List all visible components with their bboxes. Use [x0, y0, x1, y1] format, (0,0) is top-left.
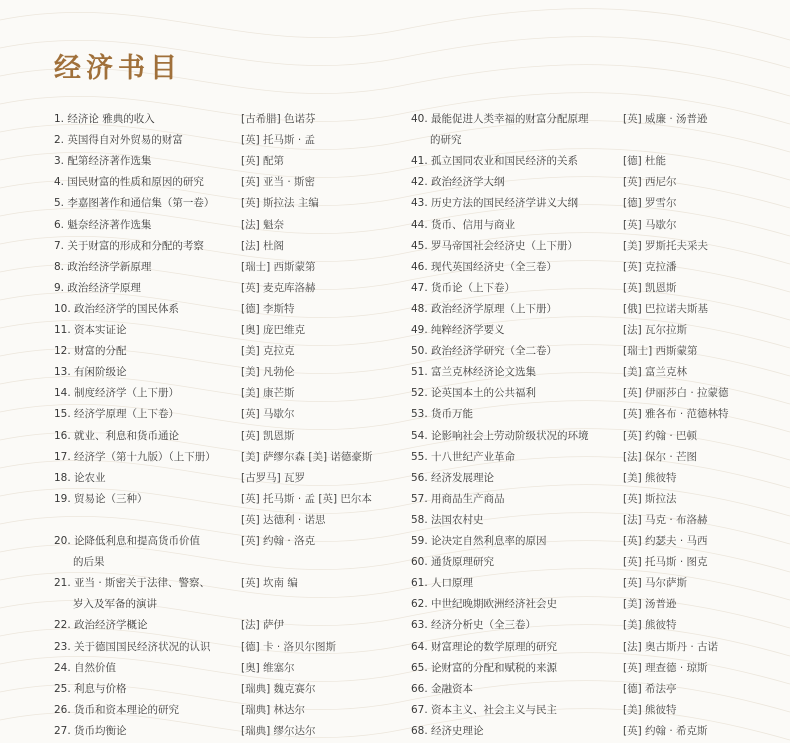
book-title: 2. 英国得自对外贸易的财富 — [54, 134, 183, 146]
book-title: 5. 李嘉图著作和通信集（第一卷） — [54, 197, 215, 209]
book-title: 4. 国民财富的性质和原因的研究 — [54, 176, 204, 188]
book-author: [美] 罗斯托夫采夫 — [623, 240, 709, 252]
book-author: [德] 卡 · 洛贝尔图斯 — [241, 641, 337, 653]
book-author: [英] 坎南 编 — [241, 577, 298, 589]
book-title: 50. 政治经济学研究（全二卷） — [411, 345, 558, 357]
book-author: [瑞典] 缪尔达尔 — [241, 725, 316, 737]
book-title: 26. 货币和资本理论的研究 — [54, 704, 180, 716]
book-title: 48. 政治经济学原理（上下册） — [411, 303, 558, 315]
book-title: 60. 通货原理研究 — [411, 556, 495, 568]
book-author: [英] 麦克库洛赫 — [241, 282, 316, 294]
book-title: 18. 论农业 — [54, 472, 106, 484]
book-author: [奥] 庞巴维克 — [241, 324, 306, 336]
book-title: 54. 论影响社会上劳动阶级状况的环境 — [411, 430, 589, 442]
book-title: 65. 论财富的分配和赋税的来源 — [411, 662, 558, 674]
book-title: 25. 利息与价格 — [54, 683, 127, 695]
book-title: 45. 罗马帝国社会经济史（上下册） — [411, 240, 579, 252]
book-title-continuation: 岁入及军备的演讲 — [73, 598, 157, 610]
book-author: [法] 萨伊 — [241, 619, 285, 631]
book-author: [美] 康芒斯 — [241, 387, 295, 399]
book-author: [英] 凯恩斯 — [241, 430, 295, 442]
book-title: 66. 金融资本 — [411, 683, 474, 695]
book-title: 12. 财富的分配 — [54, 345, 127, 357]
book-title: 67. 资本主义、社会主义与民主 — [411, 704, 558, 716]
book-author: [德] 罗雪尔 — [623, 197, 677, 209]
book-author: [古希腊] 色诺芬 — [241, 113, 316, 125]
book-author: [英] 亚当 · 斯密 — [241, 176, 316, 188]
book-title: 10. 政治经济学的国民体系 — [54, 303, 180, 315]
book-title: 21. 亚当 · 斯密关于法律、警察、 — [54, 577, 211, 589]
book-author: [英] 马尔萨斯 — [623, 577, 688, 589]
book-author: [英] 马歇尔 — [241, 408, 295, 420]
book-title: 17. 经济学（第十九版）（上下册） — [54, 451, 216, 463]
book-title: 46. 现代英国经济史（全三卷） — [411, 261, 558, 273]
book-author: [美] 富兰克林 — [623, 366, 688, 378]
book-title: 14. 制度经济学（上下册） — [54, 387, 180, 399]
book-title: 20. 论降低利息和提高货币价值 — [54, 535, 201, 547]
book-author: [英] 达德利 · 诺思 — [241, 514, 326, 526]
book-title: 62. 中世纪晚期欧洲经济社会史 — [411, 598, 558, 610]
book-title: 59. 论决定自然利息率的原因 — [411, 535, 547, 547]
book-title: 56. 经济发展理论 — [411, 472, 495, 484]
book-author: [瑞典] 林达尔 — [241, 704, 306, 716]
book-author: [英] 托马斯 · 孟 [英] 巴尔本 — [241, 493, 372, 505]
book-author: [法] 保尔 · 芒图 — [623, 451, 698, 463]
book-author: [英] 理查德 · 琼斯 — [623, 662, 708, 674]
book-title: 44. 货币、信用与商业 — [411, 219, 516, 231]
book-author: [英] 凯恩斯 — [623, 282, 677, 294]
book-author: [瑞典] 魏克赛尔 — [241, 683, 316, 695]
book-title: 51. 富兰克林经济论文选集 — [411, 366, 537, 378]
book-title-continuation: 的后果 — [73, 556, 105, 568]
book-author: [德] 杜能 — [623, 155, 667, 167]
book-author: [美] 汤普逊 — [623, 598, 677, 610]
book-title: 16. 就业、利息和货币通论 — [54, 430, 180, 442]
book-author: [美] 萨缪尔森 [美] 诺德豪斯 — [241, 451, 373, 463]
book-title: 61. 人口原理 — [411, 577, 474, 589]
book-author: [英] 托马斯 · 孟 — [241, 134, 316, 146]
book-author: [英] 约翰 · 洛克 — [241, 535, 316, 547]
book-author: [美] 熊彼特 — [623, 704, 677, 716]
book-title: 64. 财富理论的数学原理的研究 — [411, 641, 558, 653]
book-title: 13. 有闲阶级论 — [54, 366, 127, 378]
book-author: [英] 斯拉法 — [623, 493, 677, 505]
book-author: [法] 马克 · 布洛赫 — [623, 514, 708, 526]
book-title: 47. 货币论（上下卷） — [411, 282, 516, 294]
book-title: 27. 货币均衡论 — [54, 725, 127, 737]
book-author: [德] 李斯特 — [241, 303, 295, 315]
book-author: [英] 约翰 · 希克斯 — [623, 725, 708, 737]
book-title: 68. 经济史理论 — [411, 725, 484, 737]
book-author: [美] 熊彼特 — [623, 472, 677, 484]
book-title: 9. 政治经济学原理 — [54, 282, 141, 294]
book-title: 43. 历史方法的国民经济学讲义大纲 — [411, 197, 579, 209]
book-title: 58. 法国农村史 — [411, 514, 484, 526]
book-title: 11. 资本实证论 — [54, 324, 127, 336]
book-title: 24. 自然价值 — [54, 662, 117, 674]
book-title: 23. 关于德国国民经济状况的认识 — [54, 641, 211, 653]
book-author: [美] 凡勃伦 — [241, 366, 295, 378]
book-author: [奥] 维塞尔 — [241, 662, 295, 674]
book-author: [俄] 巴拉诺夫斯基 — [623, 303, 709, 315]
book-author: [英] 克拉潘 — [623, 261, 677, 273]
book-title: 7. 关于财富的形成和分配的考察 — [54, 240, 204, 252]
book-author: [法] 魁奈 — [241, 219, 285, 231]
book-author: [德] 希法亭 — [623, 683, 677, 695]
book-title: 40. 最能促进人类幸福的财富分配原理 — [411, 113, 589, 125]
book-author: [英] 西尼尔 — [623, 176, 677, 188]
book-author: [美] 克拉克 — [241, 345, 295, 357]
book-title: 49. 纯粹经济学要义 — [411, 324, 505, 336]
book-title: 19. 贸易论（三种） — [54, 493, 148, 505]
book-author: [瑞士] 西斯蒙第 — [241, 261, 316, 273]
book-author: [英] 斯拉法 主编 — [241, 197, 319, 209]
book-author: [英] 威廉 · 汤普逊 — [623, 113, 708, 125]
book-author: [英] 伊丽莎白 · 拉蒙德 — [623, 387, 729, 399]
book-author: [英] 雅各布 · 范德林特 — [623, 408, 729, 420]
book-author: [法] 奥古斯丹 · 古诺 — [623, 641, 719, 653]
book-title: 63. 经济分析史（全三卷） — [411, 619, 537, 631]
book-author: [美] 熊彼特 — [623, 619, 677, 631]
book-author: [英] 托马斯 · 图克 — [623, 556, 708, 568]
book-author: [瑞士] 西斯蒙第 — [623, 345, 698, 357]
book-author: [古罗马] 瓦罗 — [241, 472, 306, 484]
book-title: 55. 十八世纪产业革命 — [411, 451, 516, 463]
book-title: 42. 政治经济学大纲 — [411, 176, 505, 188]
book-author: [法] 杜阁 — [241, 240, 285, 252]
book-author: [英] 马歇尔 — [623, 219, 677, 231]
book-author: [法] 瓦尔拉斯 — [623, 324, 688, 336]
book-title: 52. 论英国本土的公共福利 — [411, 387, 537, 399]
book-author: [英] 约翰 · 巴顿 — [623, 430, 698, 442]
page-title: 经济书目 — [54, 53, 182, 84]
book-title: 8. 政治经济学新原理 — [54, 261, 152, 273]
book-title: 3. 配第经济著作选集 — [54, 155, 152, 167]
book-title: 1. 经济论 雅典的收入 — [54, 113, 155, 125]
book-title: 57. 用商品生产商品 — [411, 493, 505, 505]
book-author: [英] 约瑟夫 · 马西 — [623, 535, 708, 547]
book-title: 41. 孤立国同农业和国民经济的关系 — [411, 155, 579, 167]
book-title-continuation: 的研究 — [430, 134, 462, 146]
book-title: 15. 经济学原理（上下卷） — [54, 408, 180, 420]
book-author: [英] 配第 — [241, 155, 285, 167]
book-title: 6. 魁奈经济著作选集 — [54, 219, 152, 231]
book-title: 22. 政治经济学概论 — [54, 619, 148, 631]
book-title: 53. 货币万能 — [411, 408, 474, 420]
